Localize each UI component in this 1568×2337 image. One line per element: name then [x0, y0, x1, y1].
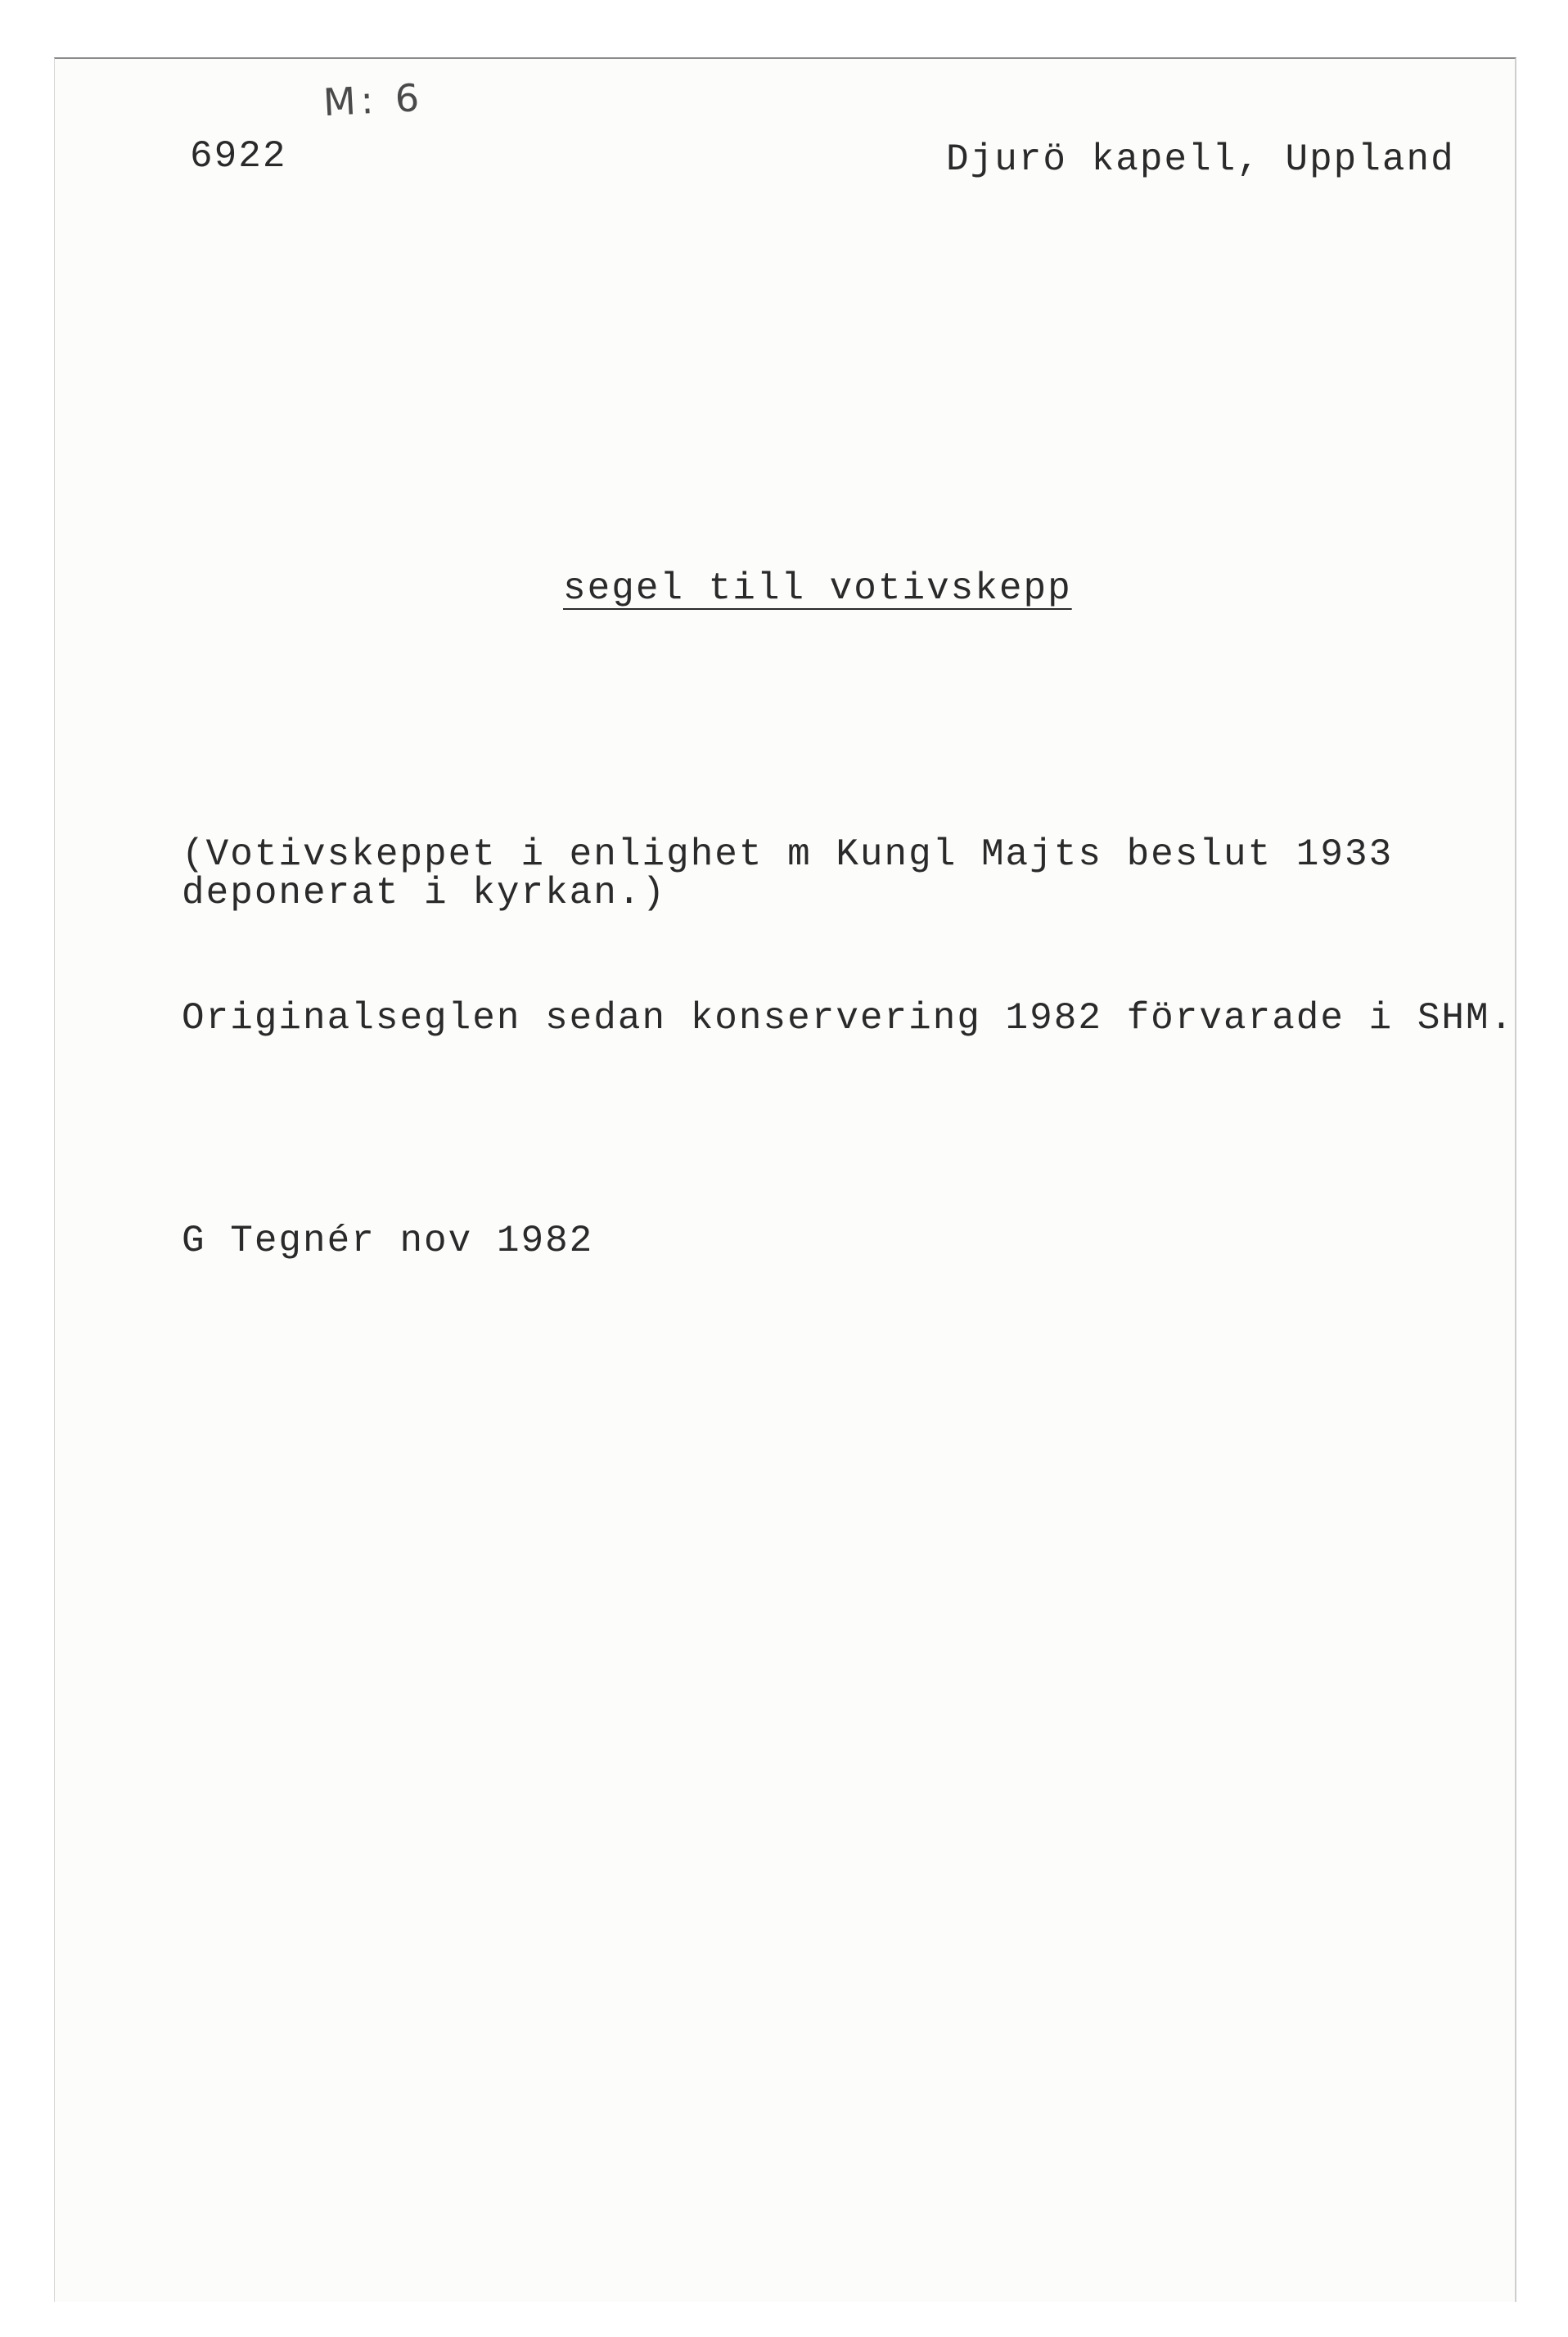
- note-line-2: deponerat i kyrkan.): [182, 872, 667, 914]
- conservation-paragraph: Originalseglen sedan konservering 1982 förvarade i SHM.: [182, 997, 1515, 1040]
- note-line-1: (Votivskeppet i enlighet m Kungl Majts beslut 1933: [182, 833, 1394, 876]
- location-heading: Djurö kapell, Uppland: [946, 138, 1455, 181]
- handwritten-shelf-mark: M: 6: [322, 74, 426, 125]
- catalog-number: 6922: [190, 135, 287, 178]
- catalog-card: [54, 57, 1516, 2302]
- signature-line: G Tegnér nov 1982: [182, 1220, 594, 1262]
- object-title: segel till votivskepp: [563, 567, 1072, 610]
